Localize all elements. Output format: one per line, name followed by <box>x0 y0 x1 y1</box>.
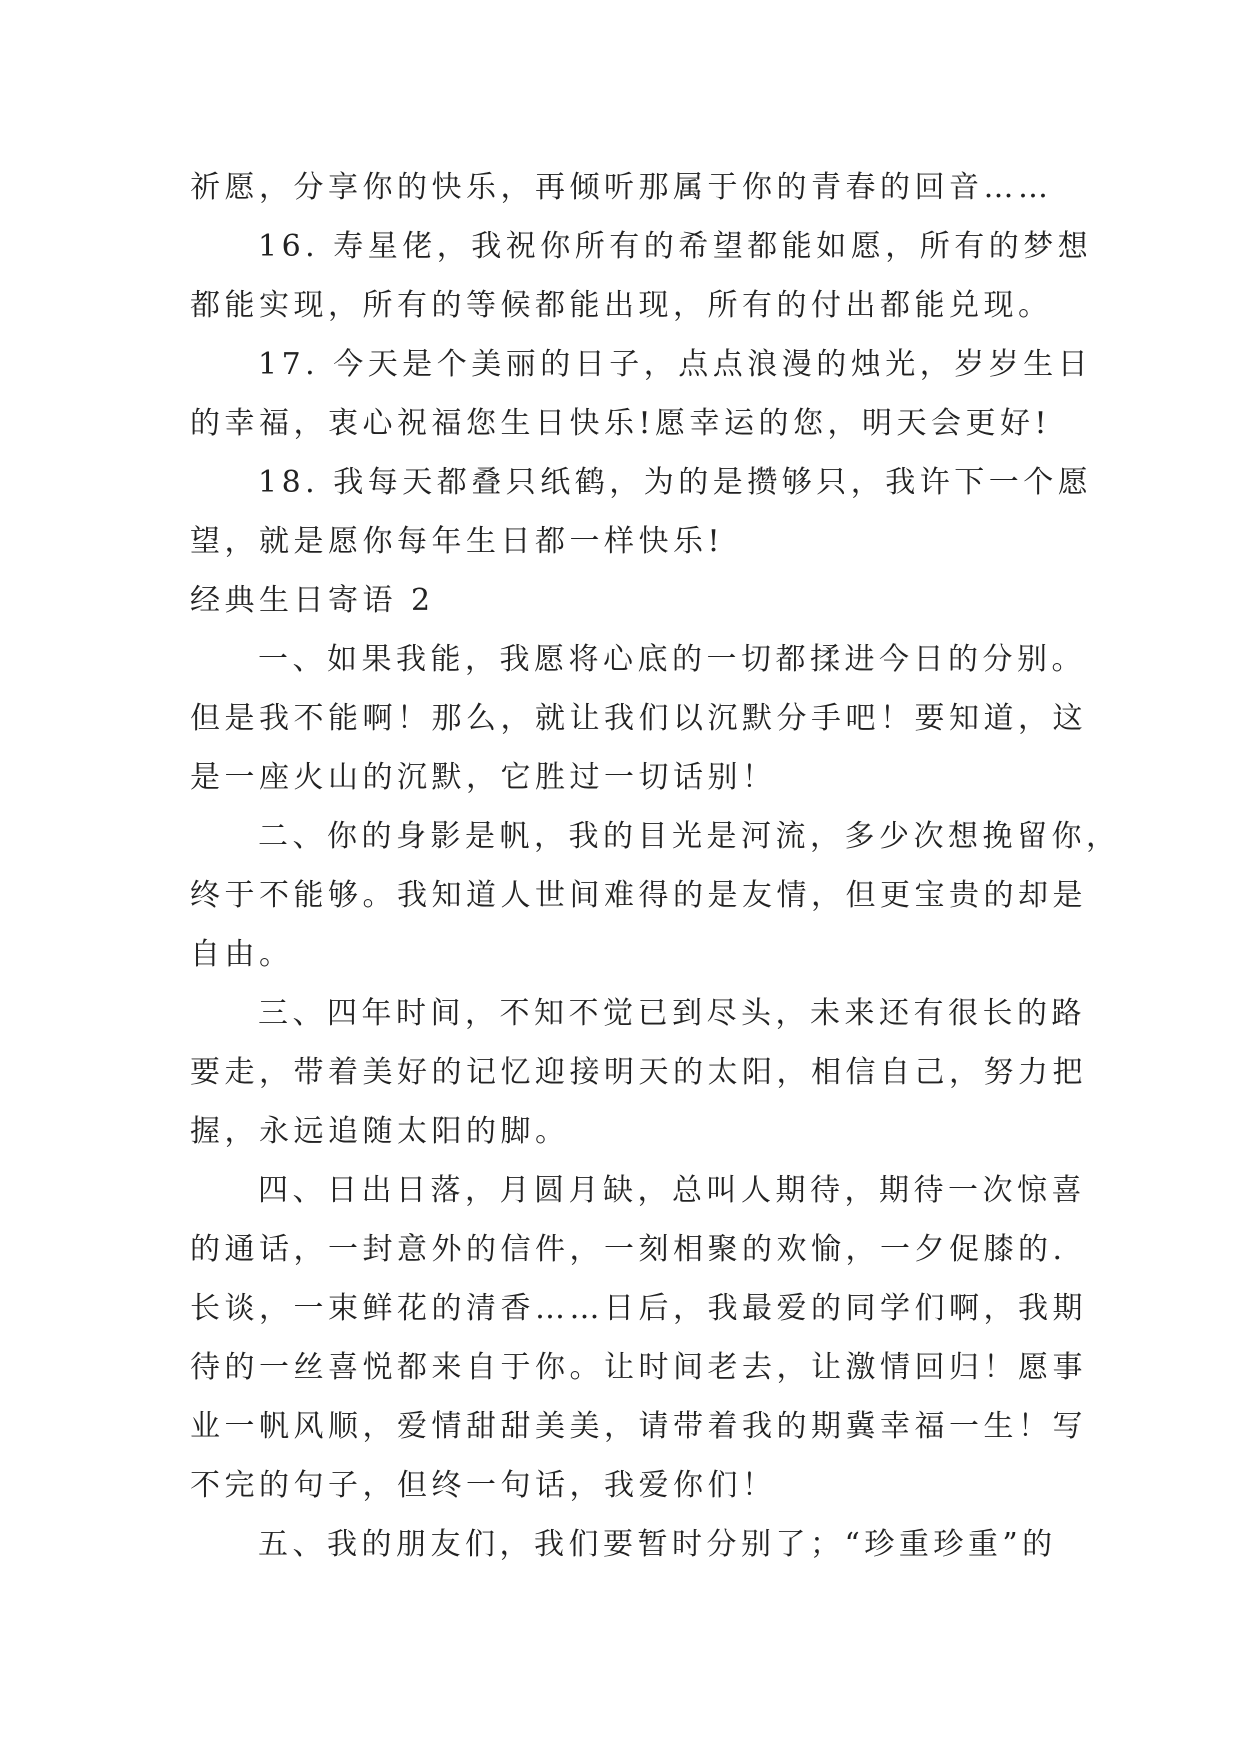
text-line: 望，就是愿你每年生日都一样快乐! <box>190 524 725 559</box>
text-line: 业一帆风顺，爱情甜甜美美，请带着我的期冀幸福一生！写 <box>190 1409 1087 1444</box>
text-line: 二、你的身影是帆，我的目光是河流，多少次想挽留你， <box>258 819 1121 854</box>
text-line: 五、我的朋友们，我们要暂时分别了；“珍重珍重”的 <box>258 1527 1057 1562</box>
text-line: 的通话，一封意外的信件，一刻相聚的欢愉，一夕促膝的. <box>190 1232 1067 1267</box>
text-line: 不完的句子，但终一句话，我爱你们！ <box>190 1468 777 1503</box>
section-heading: 经典生日寄语 2 <box>190 583 435 618</box>
text-line: 长谈，一束鲜花的清香……日后，我最爱的同学们啊，我期 <box>190 1291 1087 1326</box>
text-line: 是一座火山的沉默，它胜过一切话别！ <box>190 760 777 795</box>
text-line: 要走，带着美好的记忆迎接明天的太阳，相信自己，努力把 <box>190 1055 1087 1090</box>
text-line: 一、如果我能，我愿将心底的一切都揉进今日的分别。 <box>258 642 1086 677</box>
text-line: 祈愿，分享你的快乐，再倾听那属于你的青春的回音…… <box>190 170 1053 205</box>
text-line: 自由。 <box>190 937 294 972</box>
text-line: 但是我不能啊！那么，就让我们以沉默分手吧！要知道，这 <box>190 701 1087 736</box>
document-body <box>190 158 1121 1574</box>
text-line: 17. 今天是个美丽的日子，点点浪漫的烛光，岁岁生日 <box>258 347 1093 382</box>
text-line: 待的一丝喜悦都来自于你。让时间老去，让激情回归！愿事 <box>190 1350 1087 1385</box>
text-line: 握，永远追随太阳的脚。 <box>190 1114 570 1149</box>
text-line: 18. 我每天都叠只纸鹤，为的是攒够只，我许下一个愿 <box>258 465 1093 500</box>
text-line: 终于不能够。我知道人世间难得的是友情，但更宝贵的却是 <box>190 878 1087 913</box>
text-line: 三、四年时间，不知不觉已到尽头，未来还有很长的路 <box>258 996 1086 1031</box>
text-line: 四、日出日落，月圆月缺，总叫人期待，期待一次惊喜 <box>258 1173 1086 1208</box>
text-line: 16. 寿星佬，我祝你所有的希望都能如愿，所有的梦想 <box>258 229 1093 264</box>
text-line: 都能实现，所有的等候都能出现，所有的付出都能兑现。 <box>190 288 1053 323</box>
text-line: 的幸福，衷心祝福您生日快乐!愿幸运的您，明天会更好! <box>190 406 1052 441</box>
